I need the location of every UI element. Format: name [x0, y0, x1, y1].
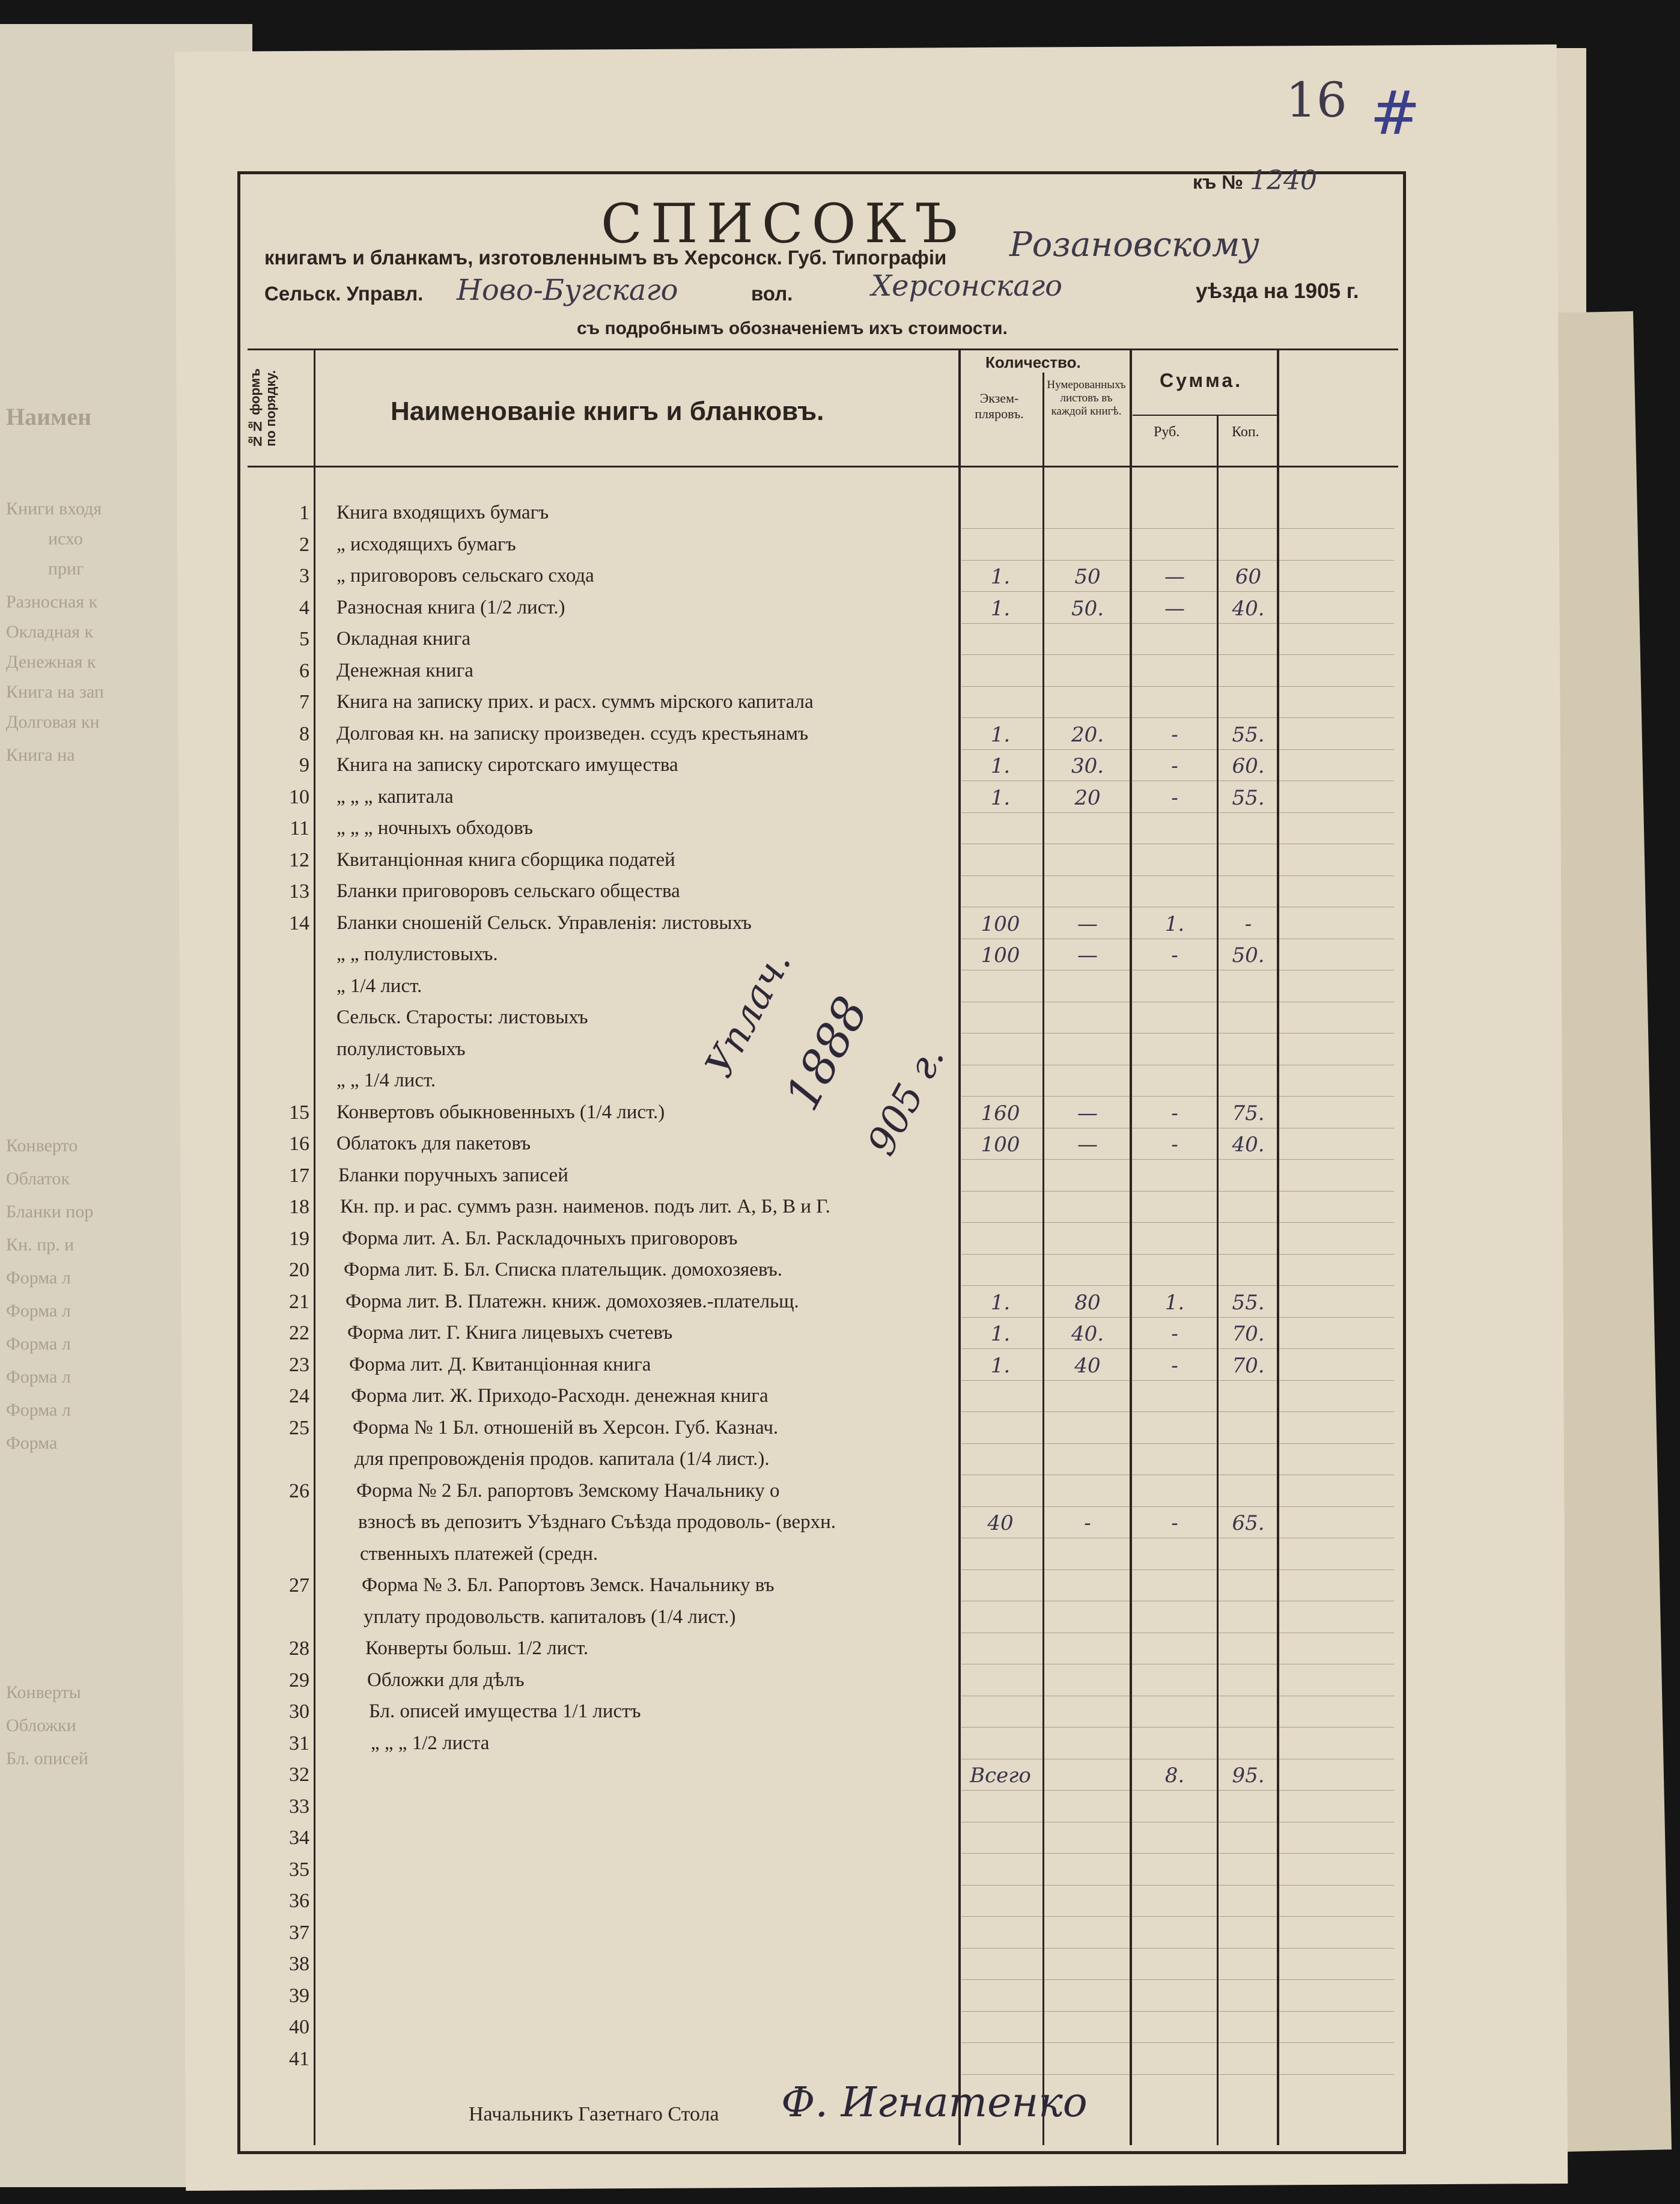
col-kop-header: Коп. — [1232, 424, 1259, 440]
row-number: 32 — [289, 1764, 309, 1786]
row-name: „ „ полулистовыхъ. — [336, 943, 498, 965]
row-name: Обложки для дѣлъ — [367, 1669, 525, 1691]
row-kop: 75. — [1232, 1101, 1265, 1125]
row-rub: 1. — [1164, 1290, 1185, 1315]
row-number: 21 — [289, 1290, 309, 1313]
row-name: полулистовыхъ — [336, 1038, 466, 1060]
archive-mark: # — [1370, 78, 1420, 148]
row-name: „ приговоровъ сельскаго схода — [336, 565, 594, 586]
row-rule — [961, 528, 1394, 529]
row-rub: - — [1171, 1322, 1178, 1346]
left-ghost-line: Обложки — [6, 1715, 76, 1735]
row-number: 33 — [289, 1795, 309, 1818]
row-name: Окладная книга — [336, 628, 471, 650]
end-col-line — [1277, 349, 1279, 2145]
row-number: 31 — [289, 1732, 309, 1755]
row-name: „ „ „ 1/2 листа — [371, 1732, 490, 1754]
col-sheets-header: Нумерованныхъ листовъ въ каждой книгѣ. — [1047, 379, 1126, 418]
row-kop: 40. — [1232, 1133, 1265, 1157]
row-rub: - — [1171, 1353, 1178, 1378]
row-rule — [961, 1033, 1394, 1034]
left-ghost-line: Разносная к — [6, 592, 98, 612]
row-copies: 1. — [990, 1322, 1011, 1346]
sheet-number: 16 — [1286, 72, 1347, 128]
row-number: 30 — [289, 1700, 309, 1723]
row-name: Сельск. Старосты: листовыхъ — [336, 1006, 588, 1028]
row-name: Книга входящихъ бумагъ — [336, 502, 549, 523]
copies-col-line — [958, 349, 961, 2145]
row-name: Облатокъ для пакетовъ — [336, 1133, 531, 1154]
row-number: 12 — [289, 848, 309, 871]
row-copies: 100 — [981, 943, 1020, 967]
row-rule — [961, 560, 1394, 561]
col-name-header: Наименованіе книгъ и бланковъ. — [391, 397, 824, 426]
row-number: 29 — [289, 1669, 309, 1691]
row-name: уплату продовольств. капиталовъ (1/4 лист.) — [364, 1606, 736, 1628]
row-number: 8 — [299, 722, 309, 745]
row-copies: 1. — [990, 754, 1011, 778]
row-copies: 1. — [990, 722, 1011, 747]
row-number: 2 — [299, 533, 309, 556]
row-name: Форма лит. Д. Квитанціонная книга — [349, 1353, 651, 1375]
row-number: 3 — [299, 565, 309, 587]
row-rub: - — [1171, 943, 1178, 967]
row-sheets: — — [1077, 1133, 1098, 1157]
row-number: 5 — [299, 628, 309, 650]
left-ghost-line: Форма л — [6, 1334, 71, 1354]
row-copies: 1. — [990, 565, 1011, 589]
row-number: 38 — [289, 1953, 309, 1975]
row-sheets: 40 — [1074, 1353, 1101, 1378]
row-rule — [961, 1096, 1394, 1097]
row-rule — [961, 1979, 1394, 1980]
row-copies: 1. — [990, 1353, 1011, 1378]
row-number: 22 — [289, 1322, 309, 1344]
left-ghost-line: Книга на зап — [6, 682, 104, 702]
row-name: Форма лит. Ж. Приходо-Расходн. денежная книга — [351, 1385, 768, 1407]
row-kop: 40. — [1232, 596, 1265, 621]
row-number: 36 — [289, 1890, 309, 1912]
row-name: „ исходящихъ бумагъ — [336, 533, 516, 555]
row-name: „ 1/4 лист. — [336, 975, 422, 997]
row-rule — [961, 1948, 1394, 1949]
row-number: 34 — [289, 1827, 309, 1849]
row-name: Книга на записку прих. и расх. суммъ мірского капитала — [336, 691, 814, 713]
row-name: Форма лит. Б. Бл. Списка плательщик. домохозяевъ. — [344, 1259, 783, 1280]
row-name: Квитанціонная книга сборщика податей — [336, 848, 675, 871]
row-name: Конверты больш. 1/2 лист. — [365, 1637, 589, 1659]
col-rub-header: Руб. — [1154, 424, 1180, 440]
row-sheets: 20 — [1074, 785, 1101, 810]
row-name: ственныхъ платежей (средн. — [360, 1542, 598, 1565]
kop-col-line — [1217, 415, 1219, 2145]
volost-handwritten: Ново-Бугскаго — [457, 273, 678, 307]
row-name: „ „ „ ночныхъ обходовъ — [336, 817, 533, 839]
left-ghost-line: Форма — [6, 1433, 58, 1453]
row-rule — [961, 1443, 1394, 1444]
col-num-header: №№ формъ по порядку. — [248, 368, 278, 449]
row-name: „ „ 1/4 лист. — [336, 1070, 436, 1091]
sheets-col-line — [1042, 373, 1044, 2145]
row-rule — [961, 1411, 1394, 1412]
row-number: 41 — [289, 2047, 309, 2070]
row-number: 15 — [289, 1101, 309, 1124]
row-number: 24 — [289, 1385, 309, 1407]
row-sheets: 30. — [1071, 754, 1104, 778]
paid-note-a: Уплач. — [697, 943, 800, 1085]
row-number: 35 — [289, 1858, 309, 1881]
sum-sub-rule — [1133, 415, 1277, 416]
left-ghost-line: Бл. описей — [6, 1749, 88, 1768]
row-name: Бланки сношеній Сельск. Управленія: листовыхъ — [336, 912, 752, 934]
row-rub: - — [1171, 1511, 1178, 1535]
row-sheets: 40. — [1071, 1322, 1104, 1346]
row-kop: 95. — [1232, 1764, 1265, 1788]
row-name: Денежная книга — [336, 659, 473, 681]
header-line2-prefix: Сельск. Управл. — [264, 282, 424, 305]
row-rule — [961, 1285, 1394, 1286]
row-name: Разносная книга (1/2 лист.) — [336, 596, 565, 618]
row-rule — [961, 1380, 1394, 1381]
printer-handwritten: Розановскому — [1009, 225, 1259, 264]
row-number: 7 — [299, 691, 309, 713]
row-copies: 1. — [990, 596, 1011, 621]
signature: Ф. Игнатенко — [781, 2079, 1088, 2126]
row-rule — [961, 1348, 1394, 1349]
col-copies-header: Экзем-пляровъ. — [975, 391, 1024, 421]
row-name: взносѣ въ депозитъ Уѣзднаго Съѣзда продоволь- (верхн. — [358, 1511, 836, 1533]
row-kop: 50. — [1232, 943, 1265, 967]
row-rule — [961, 686, 1394, 687]
paid-note-b: 1888 — [775, 988, 879, 1119]
row-rule — [961, 2011, 1394, 2012]
row-kop: 60 — [1235, 565, 1262, 589]
row-rub: - — [1171, 785, 1178, 810]
header-line3: съ подробнымъ обозначеніемъ ихъ стоимости. — [577, 318, 1008, 338]
row-copies: 1. — [990, 785, 1011, 810]
row-kop: 70. — [1232, 1322, 1265, 1346]
row-copies: 40 — [987, 1511, 1014, 1535]
row-number: 10 — [289, 785, 309, 808]
row-number: 9 — [299, 754, 309, 776]
row-kop: 70. — [1232, 1353, 1265, 1378]
row-number: 4 — [299, 596, 309, 619]
row-copies: 100 — [981, 912, 1020, 936]
left-ghost-line: приг — [48, 559, 84, 579]
row-number: 16 — [289, 1133, 309, 1155]
row-copies: 100 — [981, 1133, 1020, 1157]
row-name: для препровожденія продов. капитала (1/4 лист.). — [355, 1448, 770, 1470]
row-rule — [961, 1317, 1394, 1318]
row-name: „ „ „ капитала — [336, 785, 454, 808]
left-ghost-line: Книги входя — [6, 499, 102, 519]
left-ghost-line: Форма л — [6, 1367, 71, 1387]
row-name: Форма № 1 Бл. отношеній въ Херсон. Губ. Казнач. — [353, 1416, 779, 1438]
row-kop: 55. — [1232, 785, 1265, 810]
row-rule — [961, 717, 1394, 718]
row-rule — [961, 1222, 1394, 1223]
row-rule — [961, 623, 1394, 624]
row-rub: - — [1171, 754, 1178, 778]
row-sheets: — — [1077, 1101, 1098, 1125]
row-sheets: 20. — [1071, 722, 1104, 747]
table-top-rule — [248, 349, 1398, 350]
document-number: 1240 — [1250, 165, 1317, 196]
row-rule — [961, 749, 1394, 750]
uezd-handwritten: Херсонскаго — [871, 269, 1063, 303]
row-rule — [961, 1191, 1394, 1192]
paid-note-c: 905 г. — [859, 1038, 954, 1163]
row-sheets: 50. — [1071, 596, 1104, 621]
num-col-line — [314, 349, 315, 2145]
row-rub: - — [1171, 722, 1178, 747]
number-prefix: къ № — [1193, 171, 1243, 193]
left-ghost-line: Конверты — [6, 1682, 81, 1702]
row-number: 27 — [289, 1574, 309, 1597]
row-rub: — — [1164, 565, 1185, 589]
row-number: 1 — [299, 502, 309, 524]
row-number: 11 — [290, 817, 309, 839]
left-ghost-line: Денежная к — [6, 652, 96, 672]
row-rub: - — [1171, 1101, 1178, 1125]
row-name: Книга на записку сиротскаго имущества — [336, 754, 678, 776]
row-rule — [961, 1853, 1394, 1854]
row-name: Форма лит. В. Платежн. книж. домохозяев.-плательщ. — [345, 1290, 799, 1312]
row-rule — [961, 1506, 1394, 1507]
row-kop: - — [1244, 912, 1252, 936]
form-frame — [237, 171, 1406, 2154]
row-rule — [961, 654, 1394, 655]
row-sheets: 50 — [1074, 565, 1101, 589]
header-line1: книгамъ и бланкамъ, изготовленнымъ въ Херсонск. Губ. Типографіи — [264, 246, 947, 269]
row-number: 20 — [289, 1259, 309, 1281]
left-page-heading: Наимен — [6, 403, 92, 430]
page-title: СПИСОКЪ — [601, 192, 966, 255]
row-rule — [961, 2074, 1394, 2075]
row-rub: - — [1171, 1133, 1178, 1157]
row-rule — [961, 591, 1394, 592]
row-rule — [961, 1569, 1394, 1570]
row-rule — [961, 1885, 1394, 1886]
row-copies: 1. — [990, 1290, 1011, 1315]
row-kop: 55. — [1232, 722, 1265, 747]
row-number: 40 — [289, 2016, 309, 2038]
row-rule — [961, 875, 1394, 876]
row-kop: 65. — [1232, 1511, 1265, 1535]
row-sheets: 80 — [1074, 1290, 1101, 1315]
row-rule — [961, 1159, 1394, 1160]
rub-col-line — [1130, 349, 1132, 2145]
row-rule — [961, 1916, 1394, 1917]
row-name: Бланки приговоровъ сельскаго общества — [336, 880, 680, 902]
left-ghost-line: Бланки пор — [6, 1202, 94, 1222]
row-rub: — — [1164, 596, 1185, 621]
row-number: 17 — [289, 1164, 309, 1187]
row-name: Конвертовъ обыкновенныхъ (1/4 лист.) — [336, 1101, 665, 1123]
row-rule — [961, 1790, 1394, 1791]
left-ghost-line: Форма л — [6, 1268, 71, 1288]
row-sheets: - — [1084, 1511, 1091, 1535]
row-copies: 160 — [981, 1101, 1020, 1125]
row-rub: 1. — [1164, 912, 1185, 936]
row-number: 25 — [289, 1416, 309, 1439]
row-name: Форма лит. Г. Книга лицевыхъ счетевъ — [347, 1322, 673, 1344]
row-number: 26 — [289, 1479, 309, 1502]
left-ghost-line: Форма л — [6, 1301, 71, 1321]
footer-label: Начальникъ Газетнаго Стола — [469, 2103, 719, 2125]
row-name: Форма № 2 Бл. рапортовъ Земскому Начальнику о — [356, 1479, 780, 1502]
left-ghost-line: исхо — [48, 529, 83, 549]
header-line2-mid: вол. — [751, 282, 793, 305]
left-ghost-line: Конверто — [6, 1136, 78, 1155]
header-line2-suffix: уѣзда на 1905 г. — [1196, 279, 1359, 303]
row-number: 14 — [289, 912, 309, 934]
row-rule — [961, 1254, 1394, 1255]
left-ghost-line: Облаток — [6, 1169, 70, 1189]
row-name: Форма лит. А. Бл. Раскладочныхъ приговоровъ — [342, 1227, 738, 1249]
left-ghost-line: Кн. пр. и — [6, 1235, 75, 1255]
left-ghost-line: Долговая кн — [6, 712, 100, 732]
row-name: Бланки поручныхъ записей — [338, 1164, 568, 1186]
row-copies: Всего — [970, 1764, 1031, 1788]
row-name: Бл. описей имущества 1/1 листъ — [369, 1700, 641, 1722]
row-sheets: — — [1077, 943, 1098, 967]
row-kop: 60. — [1232, 754, 1265, 778]
left-ghost-line: Окладная к — [6, 622, 94, 642]
row-rub: 8. — [1164, 1764, 1185, 1788]
row-number: 37 — [289, 1921, 309, 1944]
left-ghost-line: Форма л — [6, 1400, 71, 1420]
row-sheets: — — [1077, 912, 1098, 936]
row-name: Кн. пр. и рас. суммъ разн. наименов. подъ лит. А, Б, В и Г. — [340, 1196, 830, 1217]
row-number: 18 — [289, 1196, 309, 1218]
row-number: 19 — [289, 1227, 309, 1250]
row-kop: 55. — [1232, 1290, 1265, 1315]
row-number: 23 — [289, 1353, 309, 1376]
row-number: 39 — [289, 1984, 309, 2007]
row-number: 28 — [289, 1637, 309, 1660]
row-name: Форма № 3. Бл. Рапортовъ Земск. Начальнику въ — [362, 1574, 775, 1596]
row-rule — [961, 2042, 1394, 2043]
row-name: Долговая кн. на записку произведен. ссудъ крестьянамъ — [336, 722, 809, 744]
row-number: 6 — [299, 659, 309, 682]
row-number: 13 — [289, 880, 309, 903]
table-header-rule — [248, 466, 1398, 467]
col-qty-header: Количество. — [985, 353, 1081, 371]
row-rule — [961, 1727, 1394, 1728]
left-ghost-line: Книга на — [6, 745, 75, 765]
row-rule — [961, 812, 1394, 813]
col-sum-header: Сумма. — [1160, 370, 1243, 391]
